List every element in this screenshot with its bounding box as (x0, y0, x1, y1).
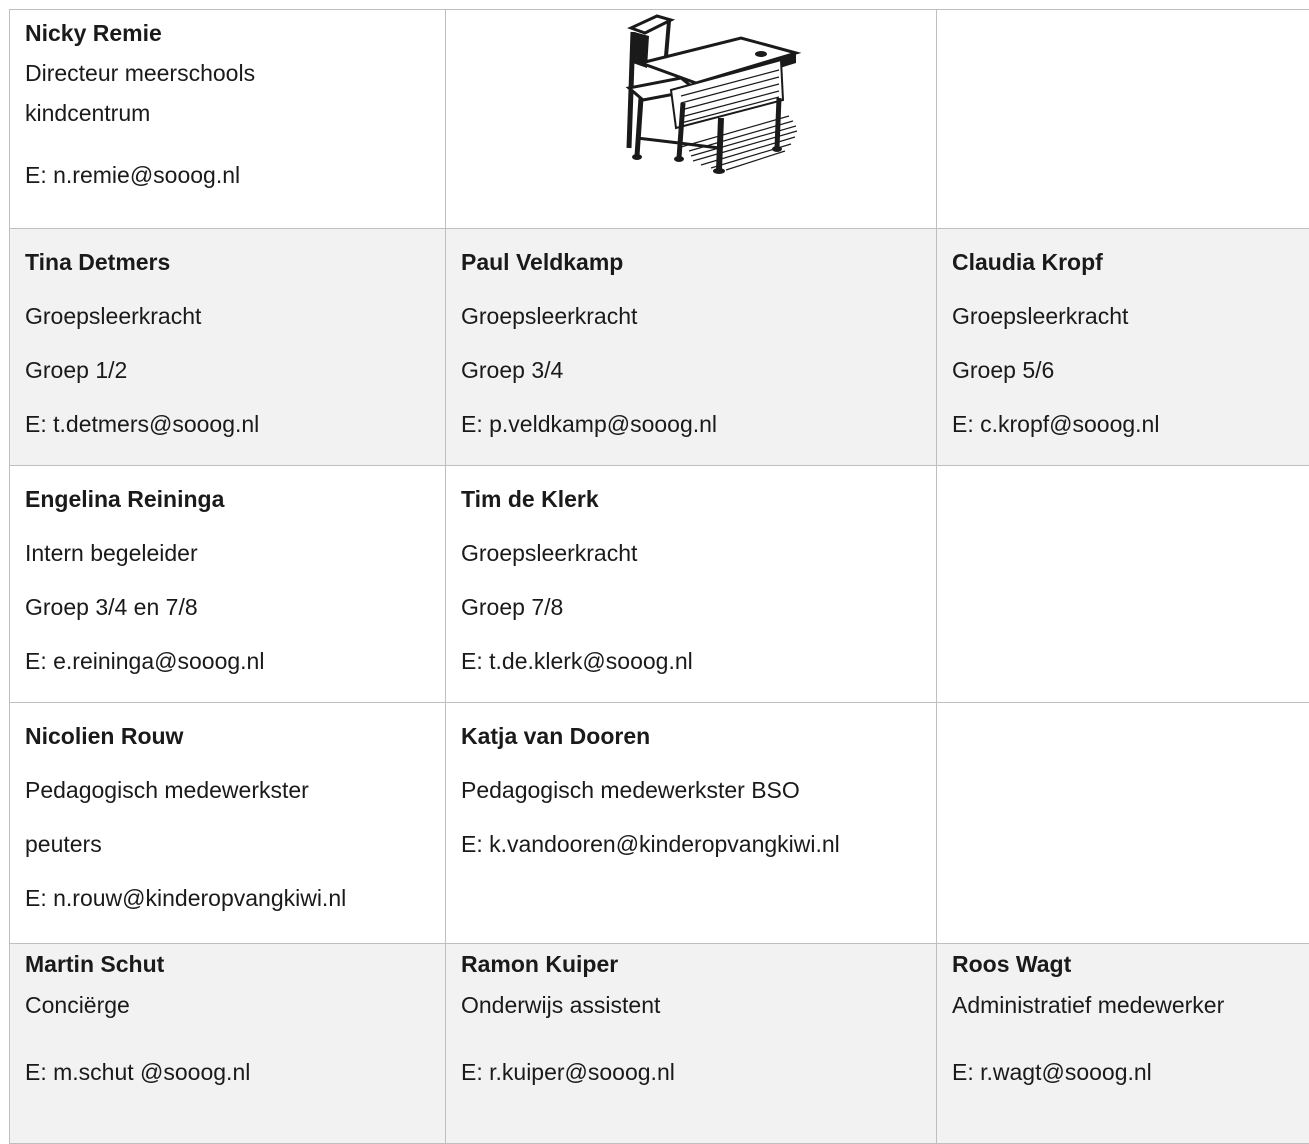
staff-role: Pedagogisch medewerkster (25, 777, 430, 804)
staff-role: Groepsleerkracht (952, 303, 1304, 330)
staff-email: E: k.vandooren@kinderopvangkiwi.nl (461, 831, 921, 858)
staff-name: Ramon Kuiper (461, 944, 921, 985)
empty-cell (937, 10, 1309, 229)
staff-cell (10, 466, 446, 703)
staff-name: Tina Detmers (25, 249, 430, 276)
staff-email: E: r.wagt@sooog.nl (952, 1052, 1304, 1093)
table-row (10, 229, 1309, 466)
staff-group: Groep 3/4 (461, 357, 921, 384)
staff-cell (10, 944, 446, 1144)
staff-email: E: t.detmers@sooog.nl (25, 411, 430, 438)
staff-role: Directeur meerschools (25, 53, 430, 93)
staff-cell (446, 229, 937, 466)
staff-email: E: r.kuiper@sooog.nl (461, 1052, 921, 1093)
empty-cell (937, 466, 1309, 703)
staff-email: E: n.rouw@kinderopvangkiwi.nl (25, 885, 430, 912)
staff-email: E: p.veldkamp@sooog.nl (461, 411, 921, 438)
staff-table (9, 9, 1309, 1144)
staff-email: E: t.de.klerk@sooog.nl (461, 648, 921, 675)
school-desk-illustration (571, 8, 811, 174)
staff-email: E: c.kropf@sooog.nl (952, 411, 1304, 438)
staff-role: Conciërge (25, 985, 430, 1026)
staff-cell (10, 229, 446, 466)
staff-role: Groepsleerkracht (461, 540, 921, 567)
staff-group: Groep 7/8 (461, 594, 921, 621)
staff-cell (937, 229, 1309, 466)
staff-role: Groepsleerkracht (25, 303, 430, 330)
staff-email: E: n.remie@sooog.nl (25, 155, 430, 195)
staff-group: Groep 3/4 en 7/8 (25, 594, 430, 621)
staff-name: Katja van Dooren (461, 723, 921, 750)
staff-role: Intern begeleider (25, 540, 430, 567)
staff-role: Administratief medewerker (952, 985, 1304, 1026)
staff-role: Groepsleerkracht (461, 303, 921, 330)
staff-name: Tim de Klerk (461, 486, 921, 513)
staff-name: Claudia Kropf (952, 249, 1304, 276)
staff-cell (446, 703, 937, 944)
staff-role-continued: kindcentrum (25, 93, 430, 133)
staff-cell (10, 10, 446, 229)
staff-cell (937, 944, 1309, 1144)
staff-role: Pedagogisch medewerkster BSO (461, 777, 921, 804)
staff-name: Nicolien Rouw (25, 723, 430, 750)
staff-name: Engelina Reininga (25, 486, 430, 513)
staff-group: peuters (25, 831, 430, 858)
table-row (10, 10, 1309, 229)
table-row (10, 944, 1309, 1144)
staff-cell (446, 466, 937, 703)
table-row (10, 703, 1309, 944)
staff-cell (446, 944, 937, 1144)
staff-role: Onderwijs assistent (461, 985, 921, 1026)
image-cell (446, 10, 937, 229)
staff-group: Groep 5/6 (952, 357, 1304, 384)
staff-name: Roos Wagt (952, 944, 1304, 985)
staff-cell (10, 703, 446, 944)
table-row (10, 466, 1309, 703)
staff-name: Nicky Remie (25, 13, 430, 53)
staff-group: Groep 1/2 (25, 357, 430, 384)
staff-name: Paul Veldkamp (461, 249, 921, 276)
staff-email: E: e.reininga@sooog.nl (25, 648, 430, 675)
staff-email: E: m.schut @sooog.nl (25, 1052, 430, 1093)
empty-cell (937, 703, 1309, 944)
staff-name: Martin Schut (25, 944, 430, 985)
